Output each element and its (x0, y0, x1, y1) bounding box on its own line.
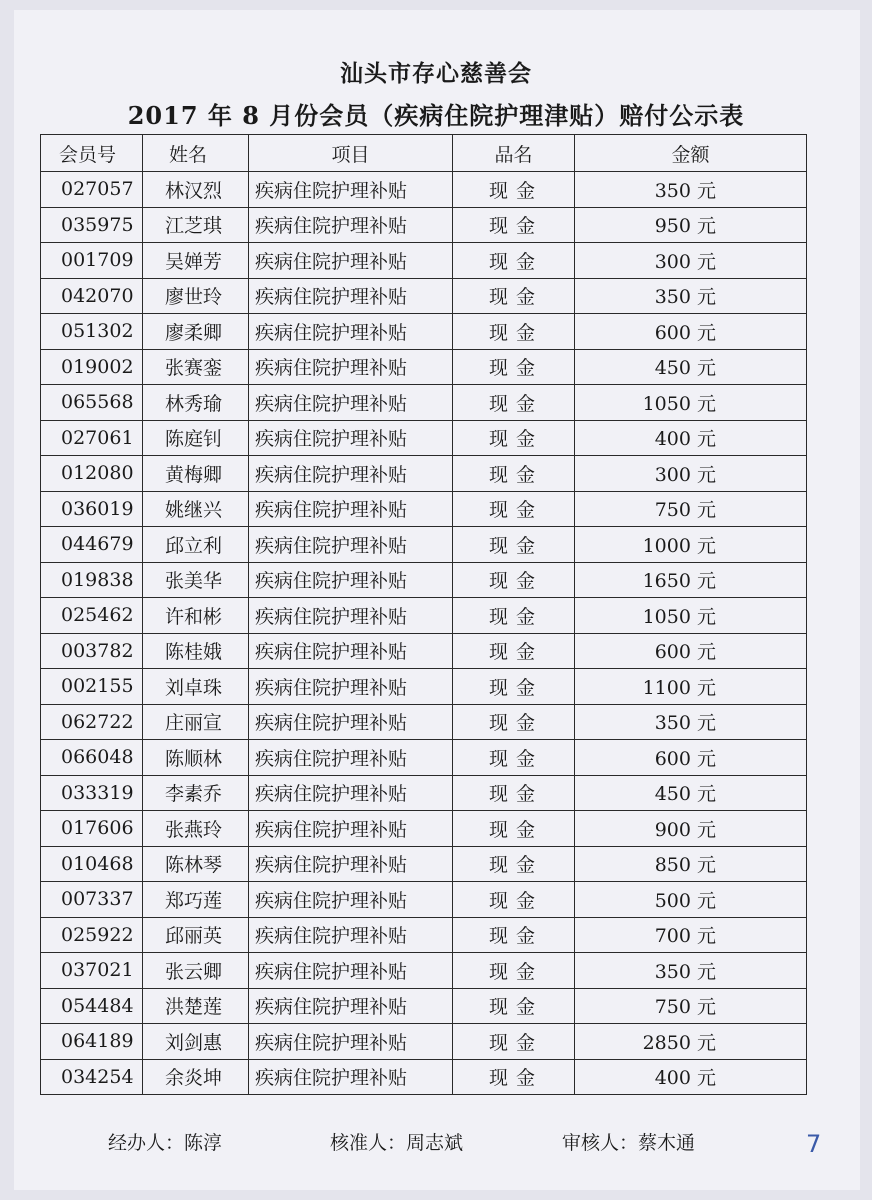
type-cell: 现金 (453, 988, 575, 1024)
table-row (41, 953, 807, 989)
member-id-cell: 007337 (41, 882, 143, 918)
table-row (41, 669, 807, 705)
type-cell: 现金 (453, 456, 575, 492)
amount-cell: 950 元 (575, 207, 807, 243)
type-cell: 现金 (453, 917, 575, 953)
table-body (41, 172, 807, 1095)
type-cell: 现金 (453, 669, 575, 705)
member-name-cell: 张赛銮 (143, 349, 249, 385)
table-row (41, 1024, 807, 1060)
item-cell: 疾病住院护理补贴 (249, 527, 453, 563)
table-row (41, 207, 807, 243)
member-name-cell: 林汉烈 (143, 172, 249, 208)
approver-signature: 核准人：周志斌 (330, 1132, 464, 1154)
member-name-cell: 刘剑惠 (143, 1024, 249, 1060)
member-name-cell: 黄梅卿 (143, 456, 249, 492)
member-name-cell: 洪楚莲 (143, 988, 249, 1024)
table-row (41, 811, 807, 847)
item-cell: 疾病住院护理补贴 (249, 811, 453, 847)
member-id-cell: 012080 (41, 456, 143, 492)
member-id-cell: 019838 (41, 562, 143, 598)
member-id-cell: 027061 (41, 420, 143, 456)
member-name-cell: 姚继兴 (143, 491, 249, 527)
table-row (41, 988, 807, 1024)
type-cell: 现金 (453, 775, 575, 811)
table-row (41, 882, 807, 918)
amount-cell: 600 元 (575, 314, 807, 350)
member-name-cell: 廖世玲 (143, 278, 249, 314)
amount-cell: 900 元 (575, 811, 807, 847)
payout-table (40, 134, 807, 1095)
table-row (41, 1059, 807, 1095)
member-id-cell: 019002 (41, 349, 143, 385)
member-id-cell: 002155 (41, 669, 143, 705)
member-name-cell: 陈庭钊 (143, 420, 249, 456)
table-row (41, 278, 807, 314)
member-name-cell: 廖柔卿 (143, 314, 249, 350)
item-cell: 疾病住院护理补贴 (249, 669, 453, 705)
table-row (41, 562, 807, 598)
type-cell: 现金 (453, 172, 575, 208)
item-cell: 疾病住院护理补贴 (249, 953, 453, 989)
type-cell: 现金 (453, 385, 575, 421)
item-cell: 疾病住院护理补贴 (249, 1059, 453, 1095)
table-row (41, 420, 807, 456)
amount-cell: 600 元 (575, 740, 807, 776)
member-name-cell: 张云卿 (143, 953, 249, 989)
table-row (41, 172, 807, 208)
member-name-cell: 郑巧莲 (143, 882, 249, 918)
type-cell: 现金 (453, 598, 575, 634)
type-cell: 现金 (453, 1024, 575, 1060)
member-id-cell: 001709 (41, 243, 143, 279)
member-name-cell: 陈顺林 (143, 740, 249, 776)
item-cell: 疾病住院护理补贴 (249, 207, 453, 243)
type-cell: 现金 (453, 243, 575, 279)
member-name-cell: 邱立利 (143, 527, 249, 563)
item-cell: 疾病住院护理补贴 (249, 456, 453, 492)
member-id-cell: 033319 (41, 775, 143, 811)
member-id-cell: 051302 (41, 314, 143, 350)
member-name-cell: 李素乔 (143, 775, 249, 811)
table-row (41, 385, 807, 421)
member-name-cell: 陈林琴 (143, 846, 249, 882)
item-cell: 疾病住院护理补贴 (249, 598, 453, 634)
amount-cell: 400 元 (575, 420, 807, 456)
amount-cell: 350 元 (575, 172, 807, 208)
amount-cell: 1100 元 (575, 669, 807, 705)
amount-cell: 350 元 (575, 278, 807, 314)
item-cell: 疾病住院护理补贴 (249, 562, 453, 598)
organization-title: 汕头市存心慈善会 (340, 60, 532, 87)
member-name-cell: 江芝琪 (143, 207, 249, 243)
member-name-cell: 邱丽英 (143, 917, 249, 953)
table-row (41, 314, 807, 350)
type-cell: 现金 (453, 633, 575, 669)
header-amount: 金额 (575, 135, 807, 172)
member-name-cell: 刘卓珠 (143, 669, 249, 705)
member-name-cell: 庄丽宣 (143, 704, 249, 740)
member-id-cell: 010468 (41, 846, 143, 882)
amount-cell: 1050 元 (575, 385, 807, 421)
table-header-row (41, 135, 807, 172)
table-row (41, 846, 807, 882)
amount-cell: 300 元 (575, 243, 807, 279)
item-cell: 疾病住院护理补贴 (249, 740, 453, 776)
amount-cell: 350 元 (575, 953, 807, 989)
table-row (41, 775, 807, 811)
item-cell: 疾病住院护理补贴 (249, 882, 453, 918)
handler-signature: 经办人：陈淳 (108, 1132, 223, 1154)
amount-cell: 450 元 (575, 349, 807, 385)
header-type: 品名 (453, 135, 575, 172)
item-cell: 疾病住院护理补贴 (249, 385, 453, 421)
member-id-cell: 027057 (41, 172, 143, 208)
item-cell: 疾病住院护理补贴 (249, 775, 453, 811)
header-member-id: 会员号 (41, 135, 143, 172)
table-title: 2017 年 8 月份会员（疾病住院护理津贴）赔付公示表 (127, 101, 745, 130)
type-cell: 现金 (453, 704, 575, 740)
table-row (41, 456, 807, 492)
item-cell: 疾病住院护理补贴 (249, 988, 453, 1024)
type-cell: 现金 (453, 278, 575, 314)
member-id-cell: 036019 (41, 491, 143, 527)
item-cell: 疾病住院护理补贴 (249, 491, 453, 527)
member-name-cell: 余炎坤 (143, 1059, 249, 1095)
member-name-cell: 张美华 (143, 562, 249, 598)
item-cell: 疾病住院护理补贴 (249, 917, 453, 953)
auditor-signature: 审核人：蔡木通 (562, 1132, 696, 1154)
member-id-cell: 037021 (41, 953, 143, 989)
amount-cell: 300 元 (575, 456, 807, 492)
table-row (41, 704, 807, 740)
type-cell: 现金 (453, 1059, 575, 1095)
type-cell: 现金 (453, 349, 575, 385)
amount-cell: 450 元 (575, 775, 807, 811)
member-id-cell: 066048 (41, 740, 143, 776)
type-cell: 现金 (453, 527, 575, 563)
type-cell: 现金 (453, 562, 575, 598)
item-cell: 疾病住院护理补贴 (249, 278, 453, 314)
member-id-cell: 017606 (41, 811, 143, 847)
type-cell: 现金 (453, 207, 575, 243)
table-row (41, 349, 807, 385)
member-name-cell: 吴婵芳 (143, 243, 249, 279)
table-row (41, 917, 807, 953)
member-id-cell: 025922 (41, 917, 143, 953)
member-id-cell: 003782 (41, 633, 143, 669)
amount-cell: 2850 元 (575, 1024, 807, 1060)
amount-cell: 750 元 (575, 988, 807, 1024)
item-cell: 疾病住院护理补贴 (249, 349, 453, 385)
item-cell: 疾病住院护理补贴 (249, 704, 453, 740)
item-cell: 疾病住院护理补贴 (249, 314, 453, 350)
table-row (41, 243, 807, 279)
amount-cell: 1000 元 (575, 527, 807, 563)
type-cell: 现金 (453, 882, 575, 918)
type-cell: 现金 (453, 491, 575, 527)
member-id-cell: 035975 (41, 207, 143, 243)
member-id-cell: 034254 (41, 1059, 143, 1095)
header-item: 项目 (249, 135, 453, 172)
member-id-cell: 044679 (41, 527, 143, 563)
amount-cell: 500 元 (575, 882, 807, 918)
page-number: 7 (806, 1130, 822, 1158)
type-cell: 现金 (453, 953, 575, 989)
amount-cell: 1050 元 (575, 598, 807, 634)
type-cell: 现金 (453, 314, 575, 350)
table-row (41, 598, 807, 634)
member-id-cell: 062722 (41, 704, 143, 740)
table-row (41, 740, 807, 776)
amount-cell: 400 元 (575, 1059, 807, 1095)
member-id-cell: 042070 (41, 278, 143, 314)
type-cell: 现金 (453, 846, 575, 882)
member-name-cell: 许和彬 (143, 598, 249, 634)
member-id-cell: 065568 (41, 385, 143, 421)
table-row (41, 633, 807, 669)
member-id-cell: 025462 (41, 598, 143, 634)
type-cell: 现金 (453, 420, 575, 456)
amount-cell: 750 元 (575, 491, 807, 527)
item-cell: 疾病住院护理补贴 (249, 420, 453, 456)
member-name-cell: 张燕玲 (143, 811, 249, 847)
item-cell: 疾病住院护理补贴 (249, 172, 453, 208)
amount-cell: 850 元 (575, 846, 807, 882)
member-id-cell: 054484 (41, 988, 143, 1024)
table-row (41, 491, 807, 527)
amount-cell: 1650 元 (575, 562, 807, 598)
item-cell: 疾病住院护理补贴 (249, 846, 453, 882)
member-id-cell: 064189 (41, 1024, 143, 1060)
member-name-cell: 林秀瑜 (143, 385, 249, 421)
amount-cell: 350 元 (575, 704, 807, 740)
item-cell: 疾病住院护理补贴 (249, 633, 453, 669)
item-cell: 疾病住院护理补贴 (249, 243, 453, 279)
table-row (41, 527, 807, 563)
amount-cell: 600 元 (575, 633, 807, 669)
header-name: 姓名 (143, 135, 249, 172)
member-name-cell: 陈桂娥 (143, 633, 249, 669)
type-cell: 现金 (453, 811, 575, 847)
type-cell: 现金 (453, 740, 575, 776)
item-cell: 疾病住院护理补贴 (249, 1024, 453, 1060)
amount-cell: 700 元 (575, 917, 807, 953)
